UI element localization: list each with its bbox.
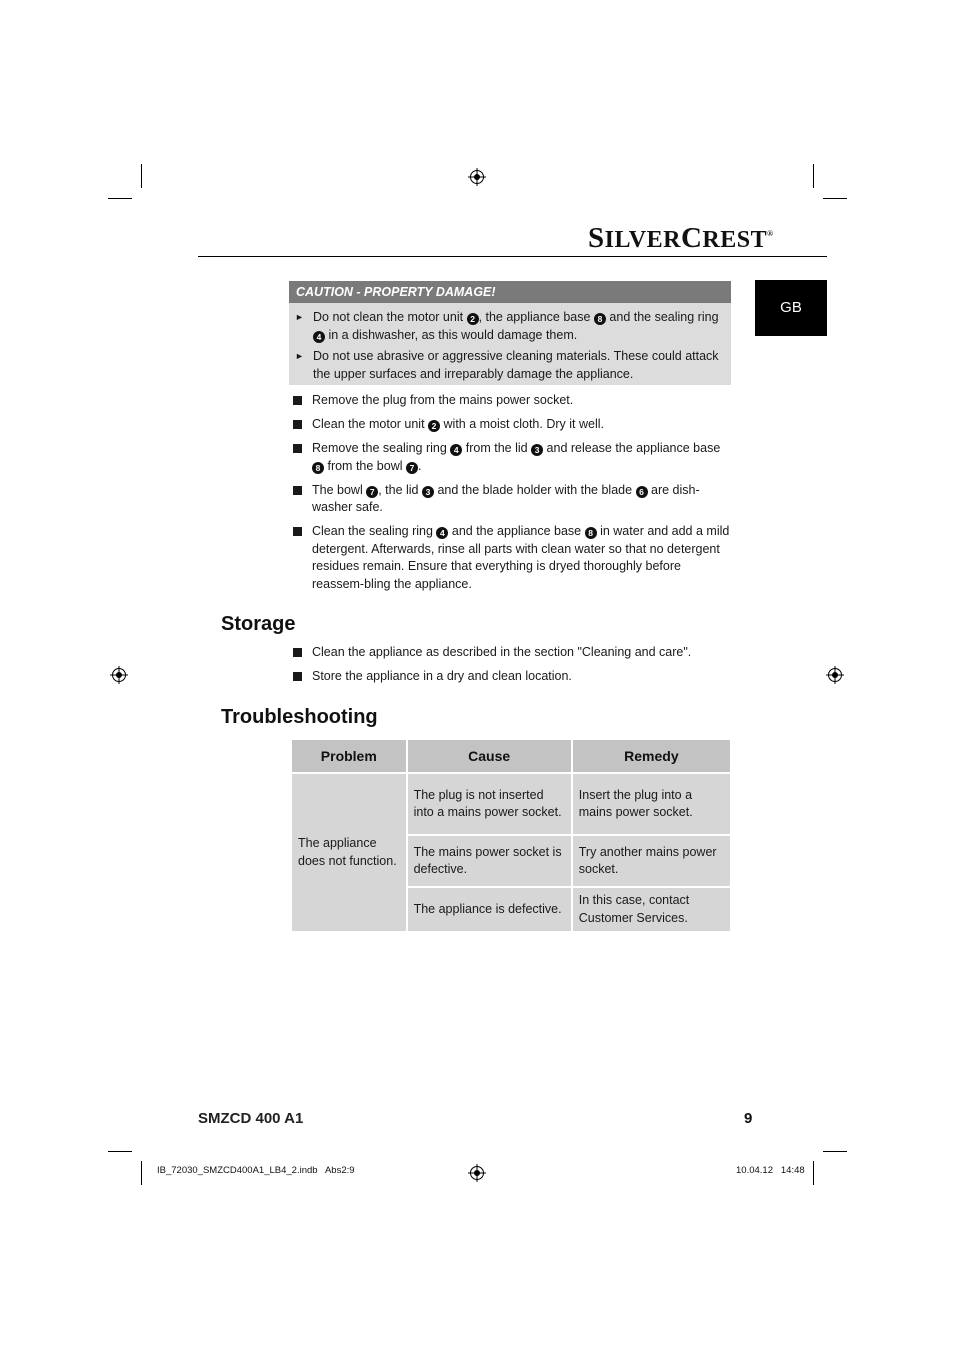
bullet-square-icon bbox=[293, 396, 302, 405]
reference-number-badge: 7 bbox=[406, 462, 418, 474]
reference-number-badge: 8 bbox=[594, 313, 606, 325]
crop-mark bbox=[813, 1161, 814, 1185]
list-item: Remove the sealing ring 4 from the lid 3 and release the appliance base 8 from the bowl 7 . bbox=[292, 440, 732, 475]
crop-mark bbox=[823, 1151, 847, 1152]
reference-number-badge: 8 bbox=[585, 527, 597, 539]
registration-mark-icon bbox=[468, 1164, 486, 1182]
crop-mark bbox=[108, 198, 132, 199]
caution-item: ► Do not clean the motor unit 2 , the appliance base 8 and the sealing ring 4 in a dishwasher, as this would damage them. bbox=[295, 310, 719, 342]
crop-mark bbox=[813, 164, 814, 188]
list-item: Store the appliance in a dry and clean location. bbox=[292, 668, 732, 686]
problem-cell: The appliance does not function. bbox=[291, 773, 407, 932]
bullet-square-icon bbox=[293, 527, 302, 536]
bullet-square-icon bbox=[293, 444, 302, 453]
crop-mark bbox=[108, 1151, 132, 1152]
table-header-row bbox=[291, 739, 731, 773]
print-slug-file: IB_72030_SMZCD400A1_LB4_2.indb Abs2:9 bbox=[157, 1165, 355, 1176]
bullet-square-icon bbox=[293, 672, 302, 681]
reference-number-badge: 8 bbox=[312, 462, 324, 474]
header-remedy: Remedy bbox=[572, 739, 731, 773]
reference-number-badge: 3 bbox=[422, 486, 434, 498]
header-cause: Cause bbox=[407, 739, 572, 773]
crop-mark bbox=[141, 164, 142, 188]
caution-box bbox=[289, 281, 731, 385]
brand-logo: SILVERCREST® bbox=[588, 222, 774, 254]
reference-number-badge: 7 bbox=[366, 486, 378, 498]
cleaning-steps-list bbox=[292, 392, 732, 600]
reference-number-badge: 2 bbox=[428, 420, 440, 432]
list-item: The bowl 7 , the lid 3 and the blade holder with the blade 6 are dish-washer safe. bbox=[292, 482, 732, 517]
language-tab: GB bbox=[755, 280, 827, 336]
reference-number-badge: 3 bbox=[531, 444, 543, 456]
reference-number-badge: 4 bbox=[450, 444, 462, 456]
bullet-square-icon bbox=[293, 420, 302, 429]
page-number: 9 bbox=[744, 1110, 753, 1127]
table-row bbox=[291, 773, 731, 835]
troubleshooting-table bbox=[290, 738, 732, 933]
registration-mark-icon bbox=[826, 666, 844, 684]
registration-mark-icon bbox=[468, 168, 486, 186]
list-item: Clean the appliance as described in the section "Cleaning and care". bbox=[292, 644, 732, 662]
caution-item: ► Do not use abrasive or aggressive cleaning materials. These could attack the upper surfaces and irreparably damage the appliance. bbox=[295, 349, 719, 381]
reference-number-badge: 4 bbox=[436, 527, 448, 539]
reference-number-badge: 6 bbox=[636, 486, 648, 498]
remedy-cell: Try another mains power socket. bbox=[572, 835, 731, 887]
header-rule bbox=[198, 256, 827, 257]
footer-model: SMZCD 400 A1 bbox=[198, 1110, 304, 1127]
registration-mark-icon bbox=[110, 666, 128, 684]
print-slug-datetime: 10.04.12 14:48 bbox=[736, 1165, 805, 1176]
crop-mark bbox=[141, 1161, 142, 1185]
caution-list bbox=[289, 303, 731, 383]
storage-heading: Storage bbox=[221, 613, 296, 635]
list-item: Remove the plug from the mains power socket. bbox=[292, 392, 732, 410]
troubleshooting-heading: Troubleshooting bbox=[221, 706, 378, 728]
list-item: Clean the motor unit 2 with a moist cloth. Dry it well. bbox=[292, 416, 732, 434]
arrow-icon: ► bbox=[295, 312, 304, 322]
crop-mark bbox=[823, 198, 847, 199]
caution-title: CAUTION - PROPERTY DAMAGE! bbox=[289, 281, 731, 303]
cause-cell: The plug is not inserted into a mains power socket. bbox=[407, 773, 572, 835]
storage-list bbox=[292, 644, 732, 692]
reference-number-badge: 4 bbox=[313, 331, 325, 343]
remedy-cell: Insert the plug into a mains power socket. bbox=[572, 773, 731, 835]
reference-number-badge: 2 bbox=[467, 313, 479, 325]
remedy-cell: In this case, contact Customer Services. bbox=[572, 887, 731, 932]
header-problem: Problem bbox=[291, 739, 407, 773]
cause-cell: The appliance is defective. bbox=[407, 887, 572, 932]
bullet-square-icon bbox=[293, 648, 302, 657]
cause-cell: The mains power socket is defective. bbox=[407, 835, 572, 887]
arrow-icon: ► bbox=[295, 351, 304, 361]
bullet-square-icon bbox=[293, 486, 302, 495]
list-item: Clean the sealing ring 4 and the appliance base 8 in water and add a mild detergent. Afterwards, rinse all parts with clean water so that no detergent residues remain. Ensure that everything is dryed thoroughly before reassem-bling the appliance. bbox=[292, 523, 732, 593]
